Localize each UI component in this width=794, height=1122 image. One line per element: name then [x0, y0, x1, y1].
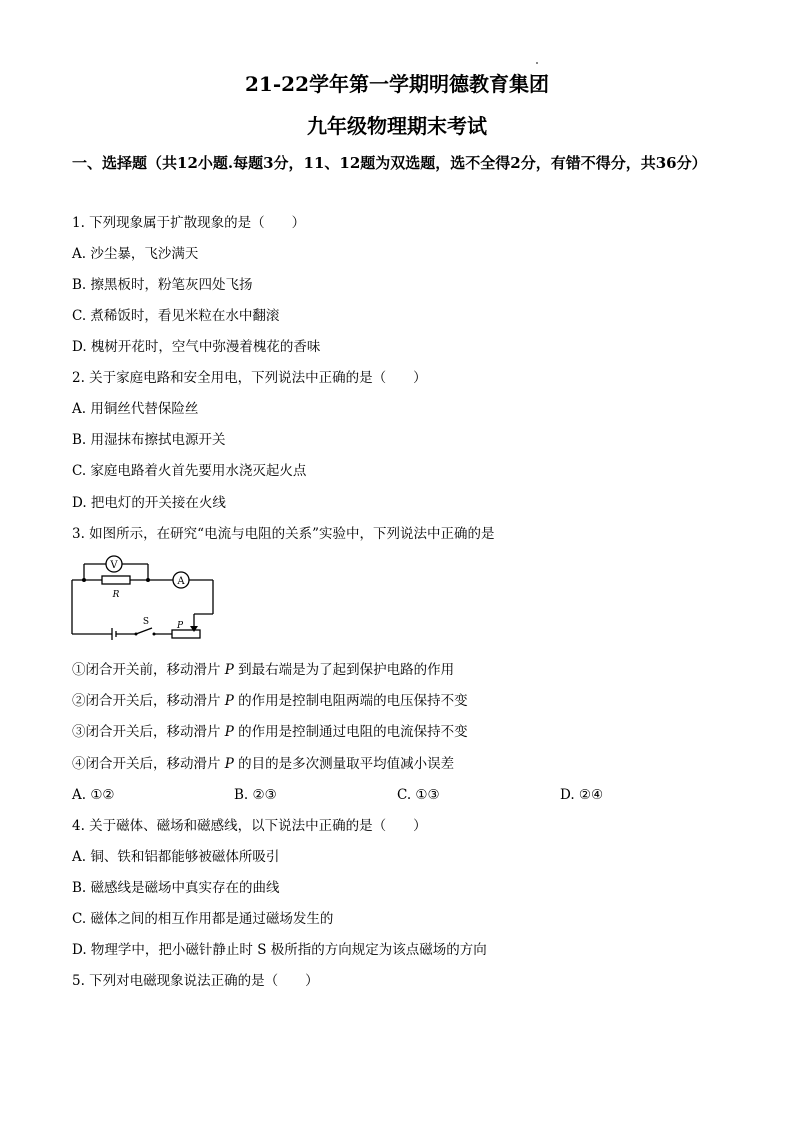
resistor-symbol — [102, 576, 130, 584]
q1-option-c: C. 煮稀饭时，看见米粒在水中翻滚 — [72, 308, 280, 324]
var-p: P — [224, 724, 234, 740]
var-p: P — [224, 756, 234, 772]
slider-label: P — [176, 621, 184, 631]
q1-option-b: B. 擦黑板时，粉笔灰四处飞扬 — [72, 277, 253, 293]
exam-title-line1: 21-22学年第一学期明德教育集团 — [245, 72, 549, 96]
q2-stem: 2. 关于家庭电路和安全用电，下列说法中正确的是（ ） — [72, 370, 427, 386]
q3-statement-2: ②闭合开关后，移动滑片 P 的作用是控制电阻两端的电压保持不变 — [72, 693, 468, 709]
q2-option-c: C. 家庭电路着火首先要用水浇灭起火点 — [72, 463, 307, 479]
q2-option-b: B. 用湿抹布擦拭电源开关 — [72, 432, 226, 448]
q1-option-d: D. 槐树开花时，空气中弥漫着槐花的香味 — [72, 339, 321, 355]
q3-statement-4: ④闭合开关后，移动滑片 P 的目的是多次测量取平均值减小误差 — [72, 756, 455, 772]
q5-stem: 5. 下列对电磁现象说法正确的是（ ） — [72, 973, 319, 989]
q2-option-a: A. 用铜丝代替保险丝 — [72, 401, 199, 417]
voltmeter-label: V — [110, 560, 118, 571]
ammeter-label: A — [177, 576, 185, 587]
q1-stem: 1. 下列现象属于扩散现象的是（ ） — [72, 215, 306, 231]
q3-statement-3: ③闭合开关后，移动滑片 P 的作用是控制通过电阻的电流保持不变 — [72, 724, 468, 740]
exam-title-line2: 九年级物理期末考试 — [307, 114, 487, 138]
q4-option-c: C. 磁体之间的相互作用都是通过磁场发生的 — [72, 911, 334, 927]
q1-option-a: A. 沙尘暴，飞沙满天 — [72, 246, 199, 262]
resistor-label: R — [112, 590, 120, 600]
q2-option-d: D. 把电灯的开关接在火线 — [72, 495, 226, 511]
var-p: P — [224, 693, 234, 709]
q3-option-b: B. ②③ — [234, 787, 277, 803]
q4-option-a: A. 铜、铁和铝都能够被磁体所吸引 — [72, 849, 280, 865]
q3-statement-1: ①闭合开关前，移动滑片 P 到最右端是为了起到保护电路的作用 — [72, 662, 455, 678]
q3-stem: 3. 如图所示，在研究“电流与电阻的关系”实验中，下列说法中正确的是 — [72, 526, 495, 542]
q3-option-c: C. ①③ — [397, 787, 440, 803]
q4-stem: 4. 关于磁体、磁场和磁感线，以下说法中正确的是（ ） — [72, 818, 427, 834]
q3-option-d: D. ②④ — [560, 787, 604, 803]
q3-option-a: A. ①② — [72, 787, 115, 803]
slider-arrow — [190, 626, 198, 632]
switch-symbol — [136, 628, 152, 634]
rheostat-symbol — [172, 630, 200, 638]
switch-label: S — [142, 617, 150, 627]
scan-dot — [536, 62, 538, 64]
var-p: P — [224, 662, 234, 678]
circuit-diagram — [66, 548, 226, 646]
q4-option-d: D. 物理学中，把小磁针静止时 S 极所指的方向规定为该点磁场的方向 — [72, 942, 487, 958]
section-heading: 一、选择题（共12小题.每题3分，11、12题为双选题，选不全得2分，有错不得分，共36分） — [72, 154, 707, 172]
q4-option-b: B. 磁感线是磁场中真实存在的曲线 — [72, 880, 280, 896]
